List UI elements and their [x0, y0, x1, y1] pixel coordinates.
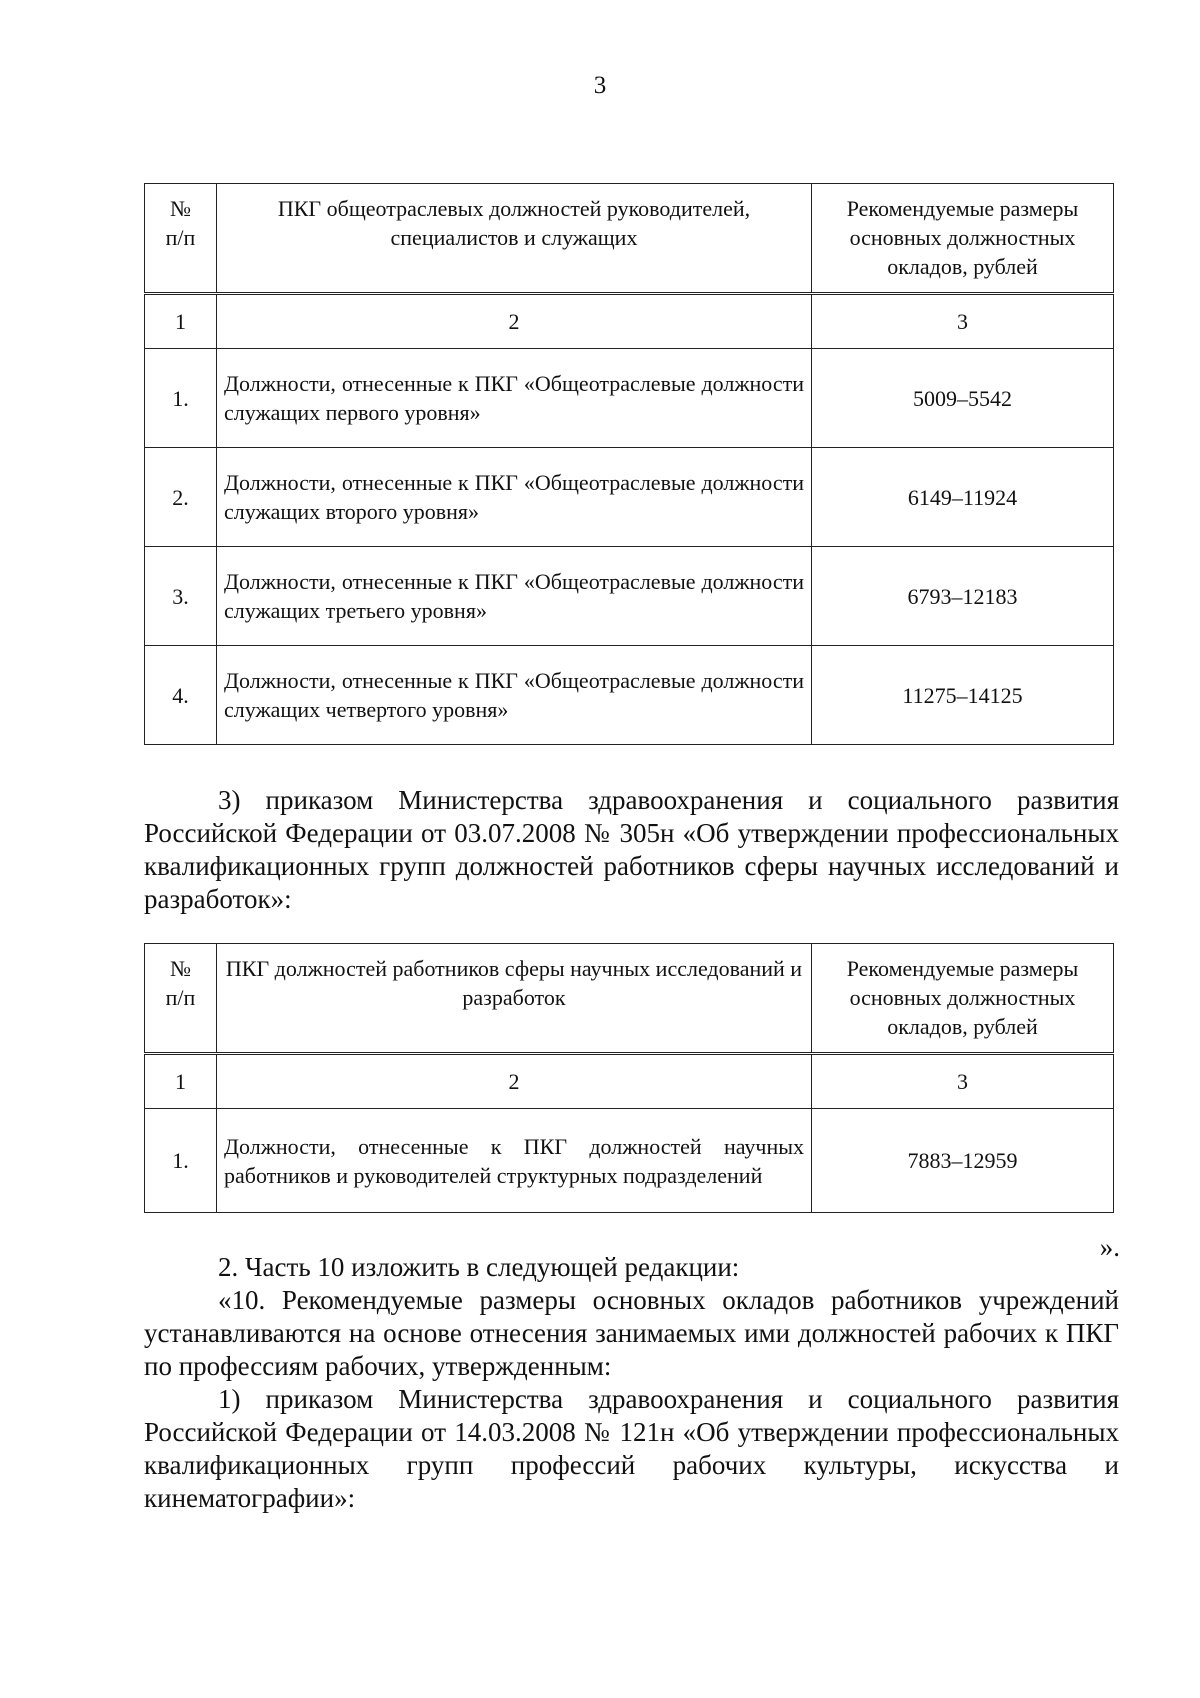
table-row: [145, 349, 1114, 448]
page-number: 3: [593, 72, 607, 99]
row-position-group: Должности, отнесенные к ПКГ должностей научных работников и руководителей структурных подразделений: [217, 1109, 812, 1213]
table-header-salary: Рекомендуемые размеры основных должностных окладов, рублей: [812, 184, 1114, 294]
row-salary-range: 6149–11924: [812, 448, 1114, 547]
column-number: 3: [812, 1054, 1114, 1109]
paragraph-order-121n: 1) приказом Министерства здравоохранения и социального развития Российской Федерации от 14.03.2008 № 121н «Об утверждении профессиональных квалификационных групп профессий рабочих культуры, искусства и кинематографии»:: [144, 1384, 1119, 1513]
column-number: 2: [217, 294, 812, 349]
closing-quote: ».: [1099, 1232, 1120, 1262]
table-header-group: ПКГ должностей работников сферы научных исследований и разработок: [217, 944, 812, 1054]
table-header-number: № п/п: [145, 944, 217, 1054]
row-position-group: Должности, отнесенные к ПКГ «Общеотраслевые должности служащих первого уровня»: [217, 349, 812, 448]
table-header-number: № п/п: [145, 184, 217, 294]
paragraph-order-305n: 3) приказом Министерства здравоохранения и социального развития Российской Федерации от 03.07.2008 № 305н «Об утверждении профессиональных квалификационных групп должностей работников сферы научных исследований и разработок»:: [144, 785, 1119, 914]
table-header-group: ПКГ общеотраслевых должностей руководителей, специалистов и служащих: [217, 184, 812, 294]
row-position-group: Должности, отнесенные к ПКГ «Общеотраслевые должности служащих четвертого уровня»: [217, 646, 812, 745]
salary-table-research: [144, 943, 1114, 1213]
table-row: [145, 547, 1114, 646]
row-number: 3.: [145, 547, 217, 646]
row-salary-range: 11275–14125: [812, 646, 1114, 745]
column-number: 2: [217, 1054, 812, 1109]
column-number: 3: [812, 294, 1114, 349]
row-number: 1.: [145, 1109, 217, 1213]
row-number: 1.: [145, 349, 217, 448]
salary-table-general: [144, 183, 1114, 745]
table-row: [145, 646, 1114, 745]
row-salary-range: 5009–5542: [812, 349, 1114, 448]
row-number: 4.: [145, 646, 217, 745]
paragraph-part-10: 2. Часть 10 изложить в следующей редакции:: [218, 1252, 740, 1282]
table-header-salary: Рекомендуемые размеры основных должностных окладов, рублей: [812, 944, 1114, 1054]
column-number: 1: [145, 294, 217, 349]
row-position-group: Должности, отнесенные к ПКГ «Общеотраслевые должности служащих третьего уровня»: [217, 547, 812, 646]
row-number: 2.: [145, 448, 217, 547]
table-row: [145, 448, 1114, 547]
row-salary-range: 6793–12183: [812, 547, 1114, 646]
row-position-group: Должности, отнесенные к ПКГ «Общеотраслевые должности служащих второго уровня»: [217, 448, 812, 547]
table-row: [145, 1109, 1114, 1213]
column-number: 1: [145, 1054, 217, 1109]
row-salary-range: 7883–12959: [812, 1109, 1114, 1213]
paragraph-section-10: «10. Рекомендуемые размеры основных окладов работников учреждений устанавливаются на основе отнесения занимаемых ими должностей рабочих к ПКГ по профессиям рабочих, утвержденным:: [144, 1285, 1119, 1381]
